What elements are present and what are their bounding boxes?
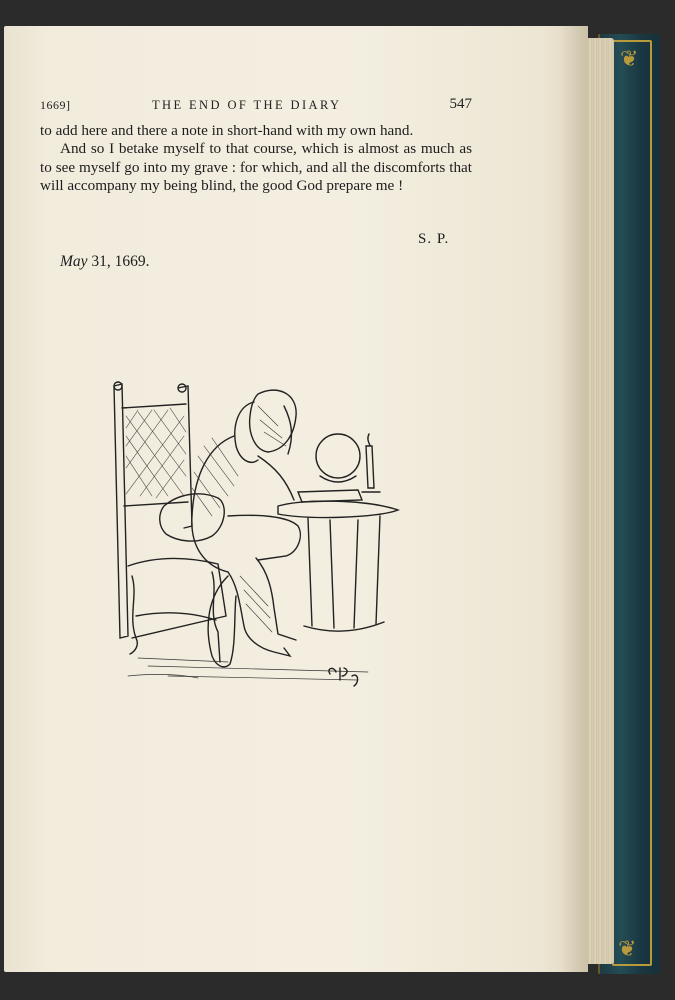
paragraph: to add here and there a note in short-hand with my own hand. (40, 122, 414, 139)
gilt-ornament-top: ❦ (620, 46, 639, 71)
paragraph: And so I betake myself to that course, which is almost as much as to see myself go into my grave : for which, and all the discomforts that will accompany my being blind, the good God prepare me ! (40, 140, 472, 195)
pepys-illustration (108, 376, 408, 696)
dateline-month: May (60, 253, 88, 270)
dateline (60, 253, 150, 271)
page-shadow (560, 26, 588, 972)
dateline-rest: 31, 1669. (87, 253, 150, 270)
running-head (40, 96, 472, 116)
gilt-ornament-bottom: ❦ (618, 936, 637, 961)
gilt-border (612, 40, 652, 966)
body-text (40, 122, 472, 196)
running-head-year: 1669] (40, 98, 71, 112)
page-number: 547 (449, 96, 472, 112)
signature-initials: S. P. (418, 231, 450, 247)
running-head-title: THE END OF THE DIARY (152, 98, 342, 112)
